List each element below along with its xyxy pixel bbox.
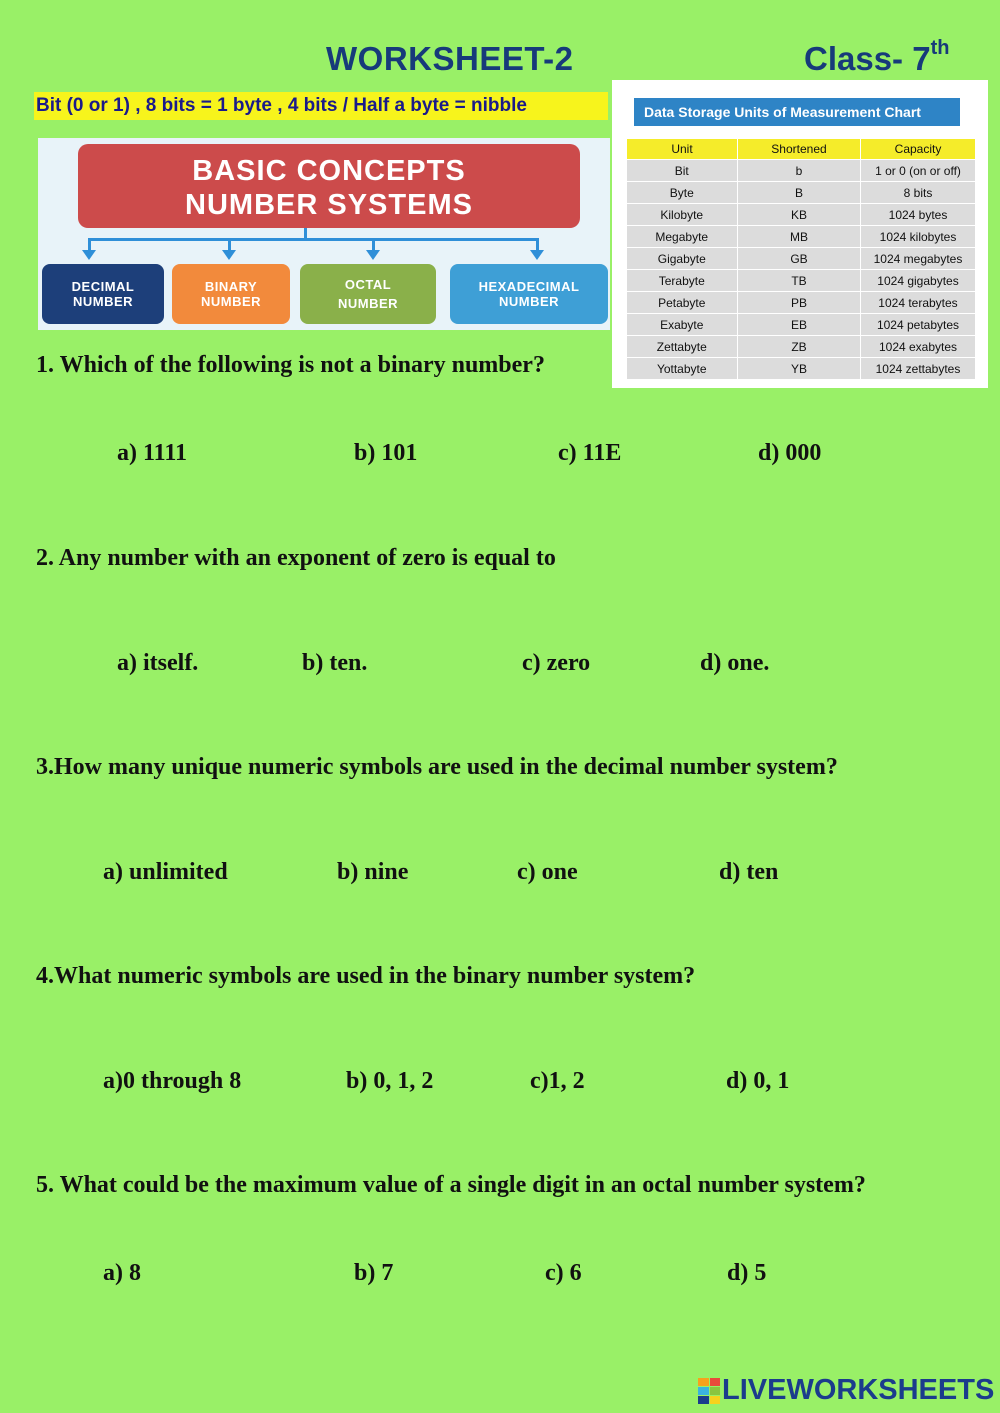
octal-box-line1: OCTAL <box>344 277 392 292</box>
octal-number-box <box>300 264 436 324</box>
storage-table-row <box>627 336 976 358</box>
question-2-option-d[interactable]: d) one. <box>700 650 770 676</box>
storage-table-header-row <box>627 139 976 160</box>
storage-units-table <box>626 138 976 380</box>
question-2-option-a[interactable]: a) itself. <box>117 650 199 676</box>
decimal-box-line1: DECIMAL <box>71 279 135 294</box>
storage-units-chart <box>612 80 988 388</box>
question-4-option-b[interactable]: b) 0, 1, 2 <box>346 1068 434 1094</box>
storage-table-cell: EB <box>738 314 861 336</box>
question-3-option-a[interactable]: a) unlimited <box>103 859 228 885</box>
question-1-option-a[interactable]: a) 1111 <box>117 440 188 466</box>
class-label-text: Class- 7 <box>804 40 931 77</box>
storage-table-row <box>627 226 976 248</box>
liveworksheets-brand-text: LIVEWORKSHEETS <box>722 1374 995 1406</box>
question-3-option-c[interactable]: c) one <box>517 859 578 885</box>
units-note: Bit (0 or 1) , 8 bits = 1 byte , 4 bits / Half a byte = nibble <box>34 92 608 120</box>
storage-table-cell: Bit <box>627 160 738 182</box>
storage-table-row <box>627 314 976 336</box>
storage-table-row <box>627 160 976 182</box>
question-3-option-b[interactable]: b) nine <box>337 859 409 885</box>
arrow-down-icon <box>530 250 544 260</box>
question-4-option-d[interactable]: d) 0, 1 <box>726 1068 790 1094</box>
storage-table-cell: ZB <box>738 336 861 358</box>
question-3-option-d[interactable]: d) ten <box>719 859 779 885</box>
question-5-option-a[interactable]: a) 8 <box>103 1260 141 1286</box>
hexadecimal-number-box <box>450 264 608 324</box>
worksheet-title: WORKSHEET-2 <box>326 40 574 77</box>
storage-table-cell: 1024 kilobytes <box>861 226 976 248</box>
question-1-option-b[interactable]: b) 101 <box>354 440 418 466</box>
decimal-box-line2: NUMBER <box>72 294 134 309</box>
storage-table-cell: Exabyte <box>627 314 738 336</box>
storage-table-row <box>627 248 976 270</box>
liveworksheets-icon <box>698 1378 720 1404</box>
storage-table-cell: TB <box>738 270 861 292</box>
class-label <box>804 37 950 78</box>
number-systems-diagram <box>38 138 610 330</box>
question-2-option-c[interactable]: c) zero <box>522 650 591 676</box>
storage-table-cell: 1024 gigabytes <box>861 270 976 292</box>
question-5-text: 5. What could be the maximum value of a single digit in an octal number system? <box>36 1172 866 1198</box>
binary-number-box <box>172 264 290 324</box>
storage-table-cell: 1024 petabytes <box>861 314 976 336</box>
storage-table-row <box>627 204 976 226</box>
liveworksheets-logo[interactable] <box>698 1374 994 1407</box>
storage-table-cell: 8 bits <box>861 182 976 204</box>
storage-table-cell: b <box>738 160 861 182</box>
concepts-title-line2: NUMBER SYSTEMS <box>185 189 473 221</box>
question-1-option-c[interactable]: c) 11E <box>558 440 622 466</box>
storage-table-cell: Kilobyte <box>627 204 738 226</box>
storage-table-header: Unit <box>627 139 738 160</box>
storage-table-row <box>627 358 976 380</box>
question-2-text: 2. Any number with an exponent of zero is equal to <box>36 545 556 571</box>
binary-box-line2: NUMBER <box>200 294 262 309</box>
storage-table-cell: KB <box>738 204 861 226</box>
question-1-text: 1. Which of the following is not a binary number? <box>36 352 545 378</box>
question-4-option-c[interactable]: c)1, 2 <box>530 1068 585 1094</box>
storage-table-cell: Byte <box>627 182 738 204</box>
octal-box-line2: NUMBER <box>337 296 399 311</box>
arrow-down-icon <box>366 250 380 260</box>
question-3-text: 3.How many unique numeric symbols are used in the decimal number system? <box>36 754 838 780</box>
storage-table-row <box>627 270 976 292</box>
storage-table-cell: Petabyte <box>627 292 738 314</box>
binary-box-line1: BINARY <box>204 279 258 294</box>
storage-table-header: Shortened <box>738 139 861 160</box>
question-4-option-a[interactable]: a)0 through 8 <box>103 1068 242 1094</box>
hexadecimal-box-line1: HEXADECIMAL <box>478 279 580 294</box>
storage-table-cell: Zettabyte <box>627 336 738 358</box>
concepts-title-line1: BASIC CONCEPTS <box>192 155 466 187</box>
storage-table-cell: 1 or 0 (on or off) <box>861 160 976 182</box>
storage-table-cell: 1024 terabytes <box>861 292 976 314</box>
question-4-text: 4.What numeric symbols are used in the binary number system? <box>36 963 696 989</box>
storage-table-cell: 1024 exabytes <box>861 336 976 358</box>
storage-table-cell: 1024 megabytes <box>861 248 976 270</box>
hexadecimal-box-line2: NUMBER <box>498 294 560 309</box>
decimal-number-box <box>42 264 164 324</box>
storage-table-cell: PB <box>738 292 861 314</box>
storage-table-header: Capacity <box>861 139 976 160</box>
storage-table-cell: Terabyte <box>627 270 738 292</box>
arrow-down-icon <box>82 250 96 260</box>
storage-table-cell: Yottabyte <box>627 358 738 380</box>
storage-table-cell: GB <box>738 248 861 270</box>
storage-table-cell: B <box>738 182 861 204</box>
storage-chart-title: Data Storage Units of Measurement Chart <box>634 98 960 126</box>
arrow-down-icon <box>222 250 236 260</box>
storage-table-cell: MB <box>738 226 861 248</box>
question-5-option-c[interactable]: c) 6 <box>545 1260 582 1286</box>
storage-table-cell: Megabyte <box>627 226 738 248</box>
storage-table-cell: 1024 bytes <box>861 204 976 226</box>
question-2-option-b[interactable]: b) ten. <box>302 650 368 676</box>
storage-table-cell: YB <box>738 358 861 380</box>
diagram-connector-horizontal <box>88 238 538 241</box>
storage-table-row <box>627 182 976 204</box>
question-1-option-d[interactable]: d) 000 <box>758 440 822 466</box>
storage-table-cell: 1024 zettabytes <box>861 358 976 380</box>
storage-table-cell: Gigabyte <box>627 248 738 270</box>
class-label-sup: th <box>930 37 950 59</box>
storage-table-row <box>627 292 976 314</box>
question-5-option-d[interactable]: d) 5 <box>727 1260 767 1286</box>
question-5-option-b[interactable]: b) 7 <box>354 1260 394 1286</box>
concepts-title <box>78 144 580 228</box>
